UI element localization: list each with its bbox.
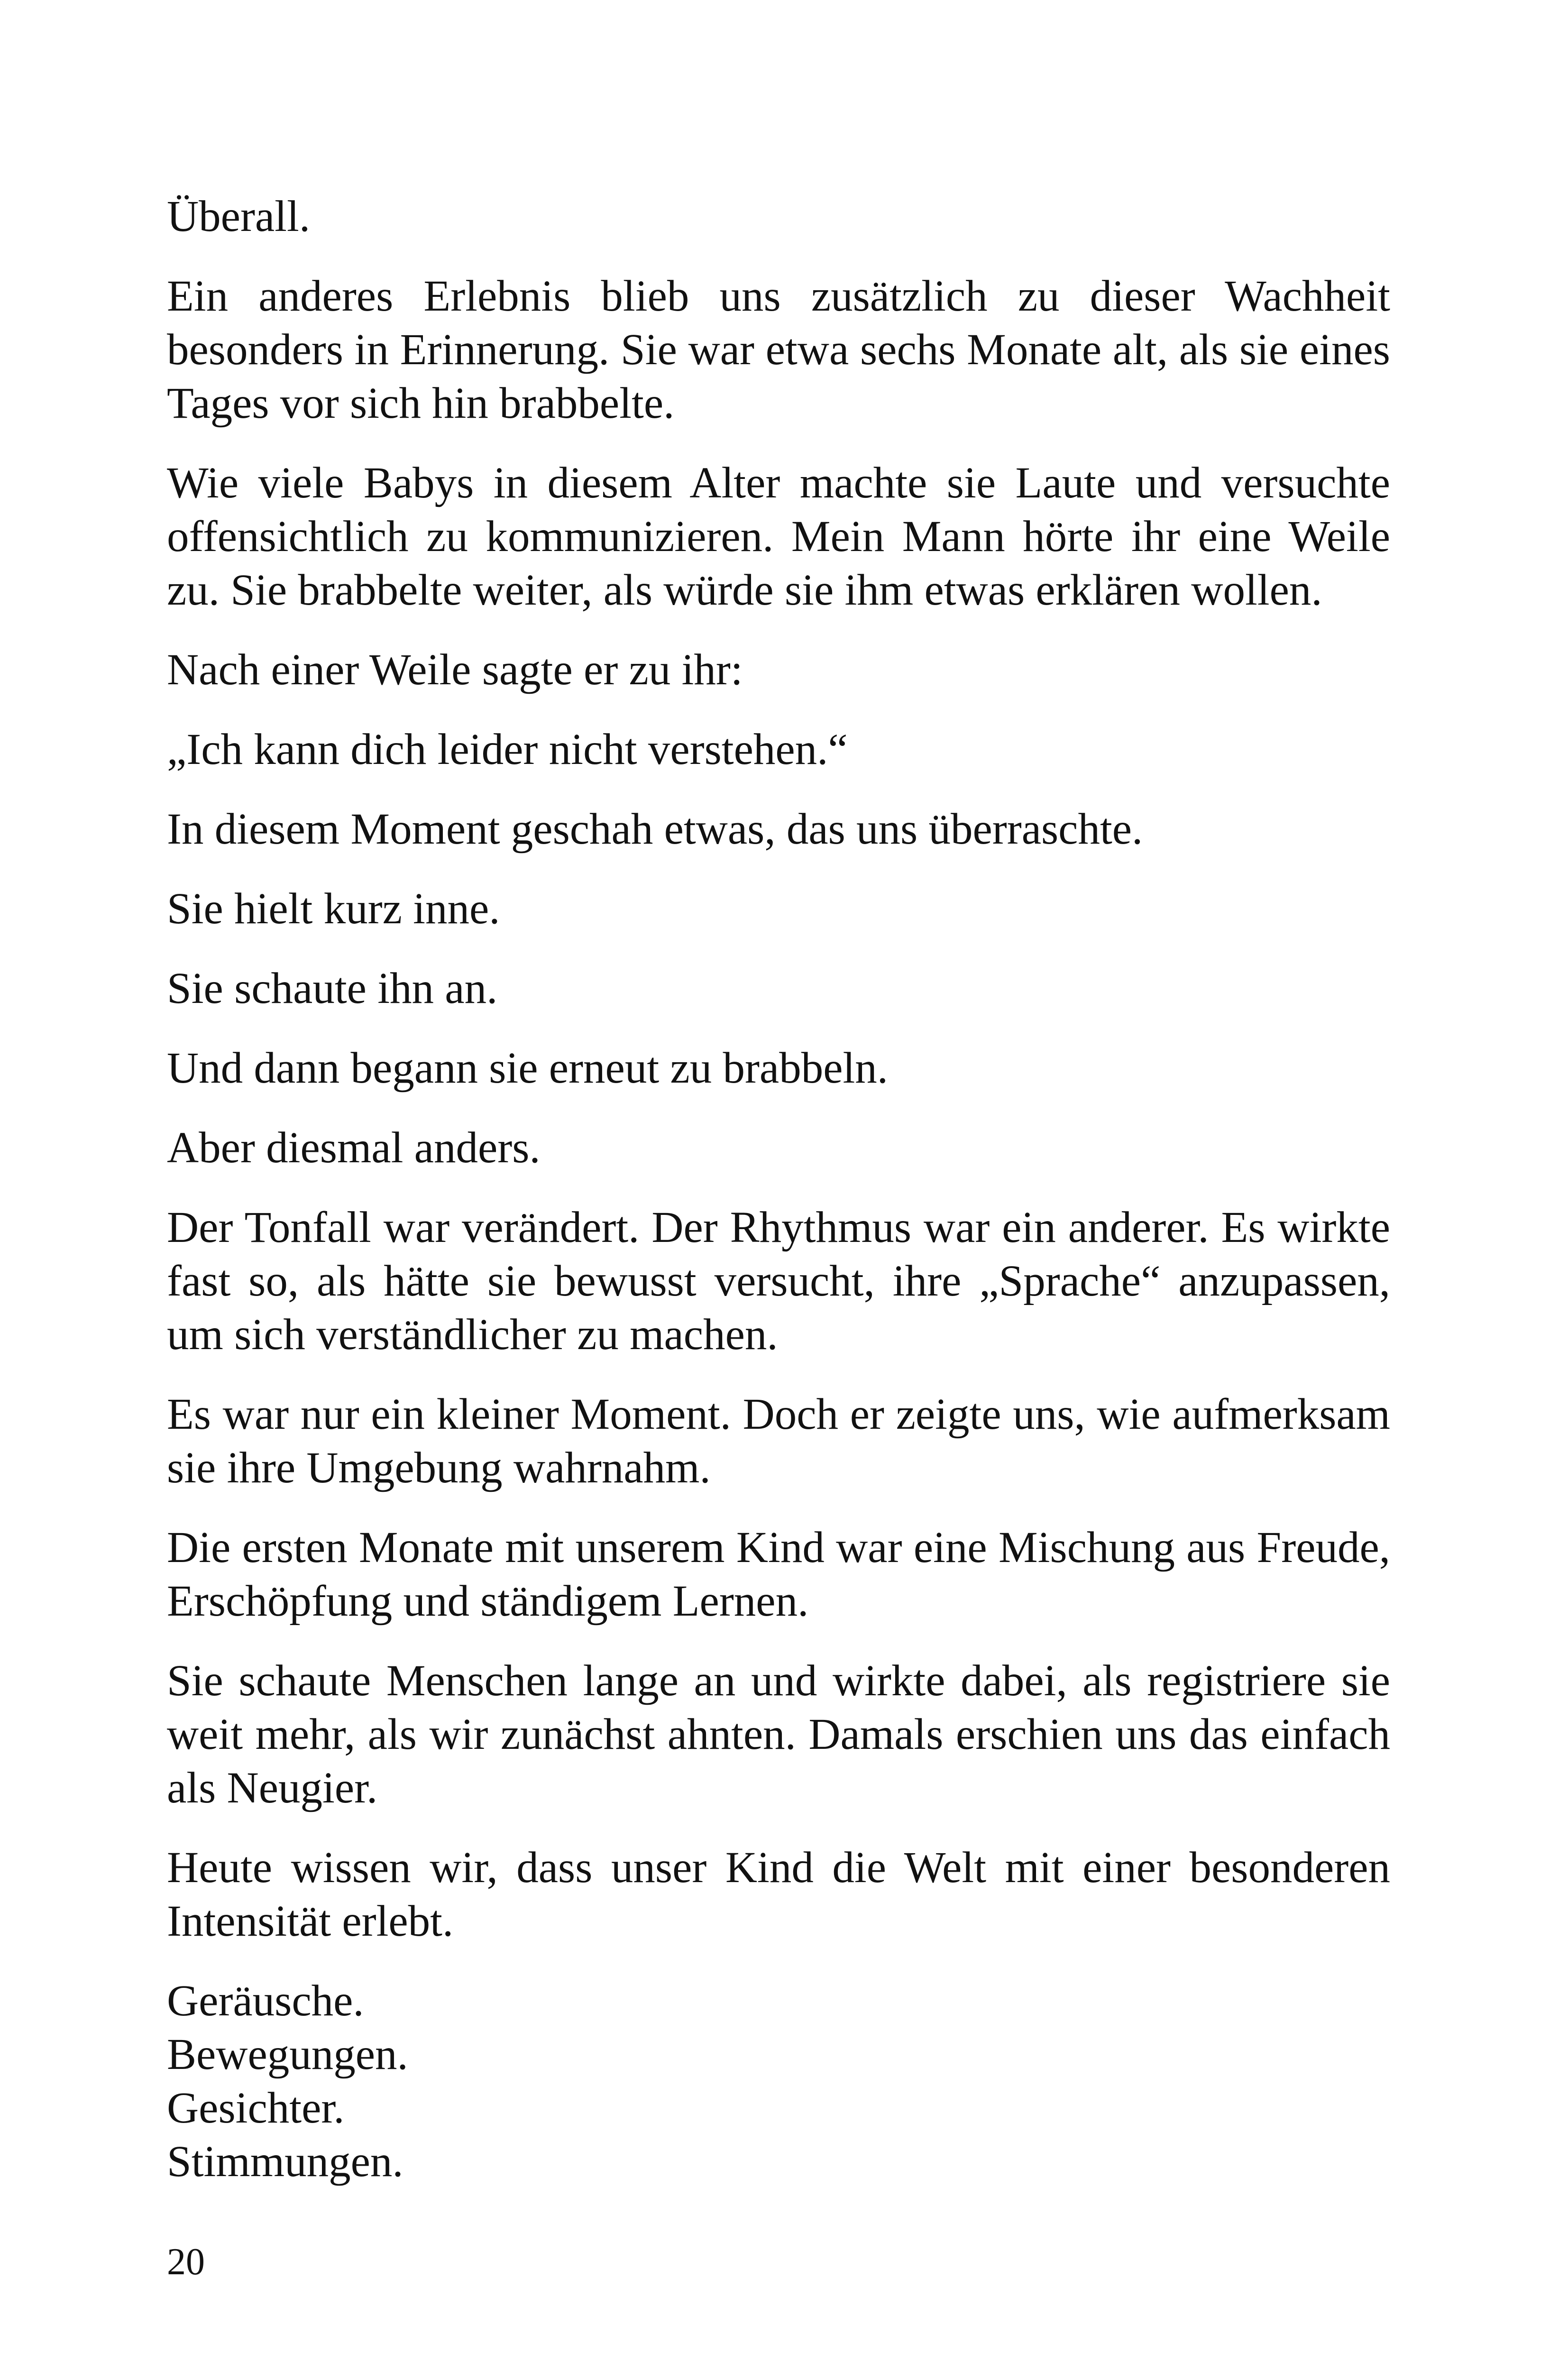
paragraph: „Ich kann dich leider nicht verstehen.“ bbox=[167, 725, 848, 774]
page-text bbox=[167, 190, 1390, 2215]
paragraph: Und dann begann sie erneut zu brabbeln. bbox=[167, 1044, 889, 1093]
paragraph: Ein anderes Erlebnis blieb uns zusätzlich zu dieser Wachheit besonders in Erinnerung. Sie war etwa sechs Monate alt, als sie eines Tages vor sich hin brabbelte. bbox=[167, 272, 1390, 428]
word-list-line: Bewegungen. bbox=[167, 2030, 408, 2079]
word-list bbox=[167, 1974, 1390, 2188]
paragraph: Nach einer Weile sagte er zu ihr: bbox=[167, 645, 743, 694]
word-list-line: Gesichter. bbox=[167, 2084, 345, 2132]
paragraph: Sie hielt kurz inne. bbox=[167, 884, 500, 933]
paragraph: Es war nur ein kleiner Moment. Doch er zeigte uns, wie aufmerksam sie ihre Umgebung wahrnahm. bbox=[167, 1390, 1390, 1492]
paragraph: Sie schaute Menschen lange an und wirkte dabei, als registriere sie weit mehr, als wir zunächst ahnten. Damals erschien uns das einfach als Neugier. bbox=[167, 1656, 1390, 1812]
word-list-line: Geräusche. bbox=[167, 1976, 364, 2025]
paragraph: In diesem Moment geschah etwas, das uns überraschte. bbox=[167, 805, 1143, 854]
word-list-line: Stimmungen. bbox=[167, 2137, 403, 2186]
paragraph: Sie schaute ihn an. bbox=[167, 964, 498, 1013]
paragraph: Die ersten Monate mit unserem Kind war eine Mischung aus Freude, Erschöpfung und ständigem Lernen. bbox=[167, 1523, 1390, 1626]
paragraph: Wie viele Babys in diesem Alter machte sie Laute und versuchte offensichtlich zu kommunizieren. Mein Mann hörte ihr eine Weile zu. Sie brabbelte weiter, als würde sie ihm etwas erklären wollen. bbox=[167, 459, 1390, 615]
page-number: 20 bbox=[167, 2241, 205, 2283]
paragraph: Der Tonfall war verändert. Der Rhythmus war ein anderer. Es wirkte fast so, als hätte sie bewusst versucht, ihre „Sprache“ anzupassen, um sich verständlicher zu machen. bbox=[167, 1203, 1390, 1359]
paragraph: Aber diesmal anders. bbox=[167, 1123, 541, 1172]
paragraph: Überall. bbox=[167, 192, 311, 241]
paragraph: Heute wissen wir, dass unser Kind die Welt mit einer besonderen Intensität erlebt. bbox=[167, 1843, 1390, 1946]
